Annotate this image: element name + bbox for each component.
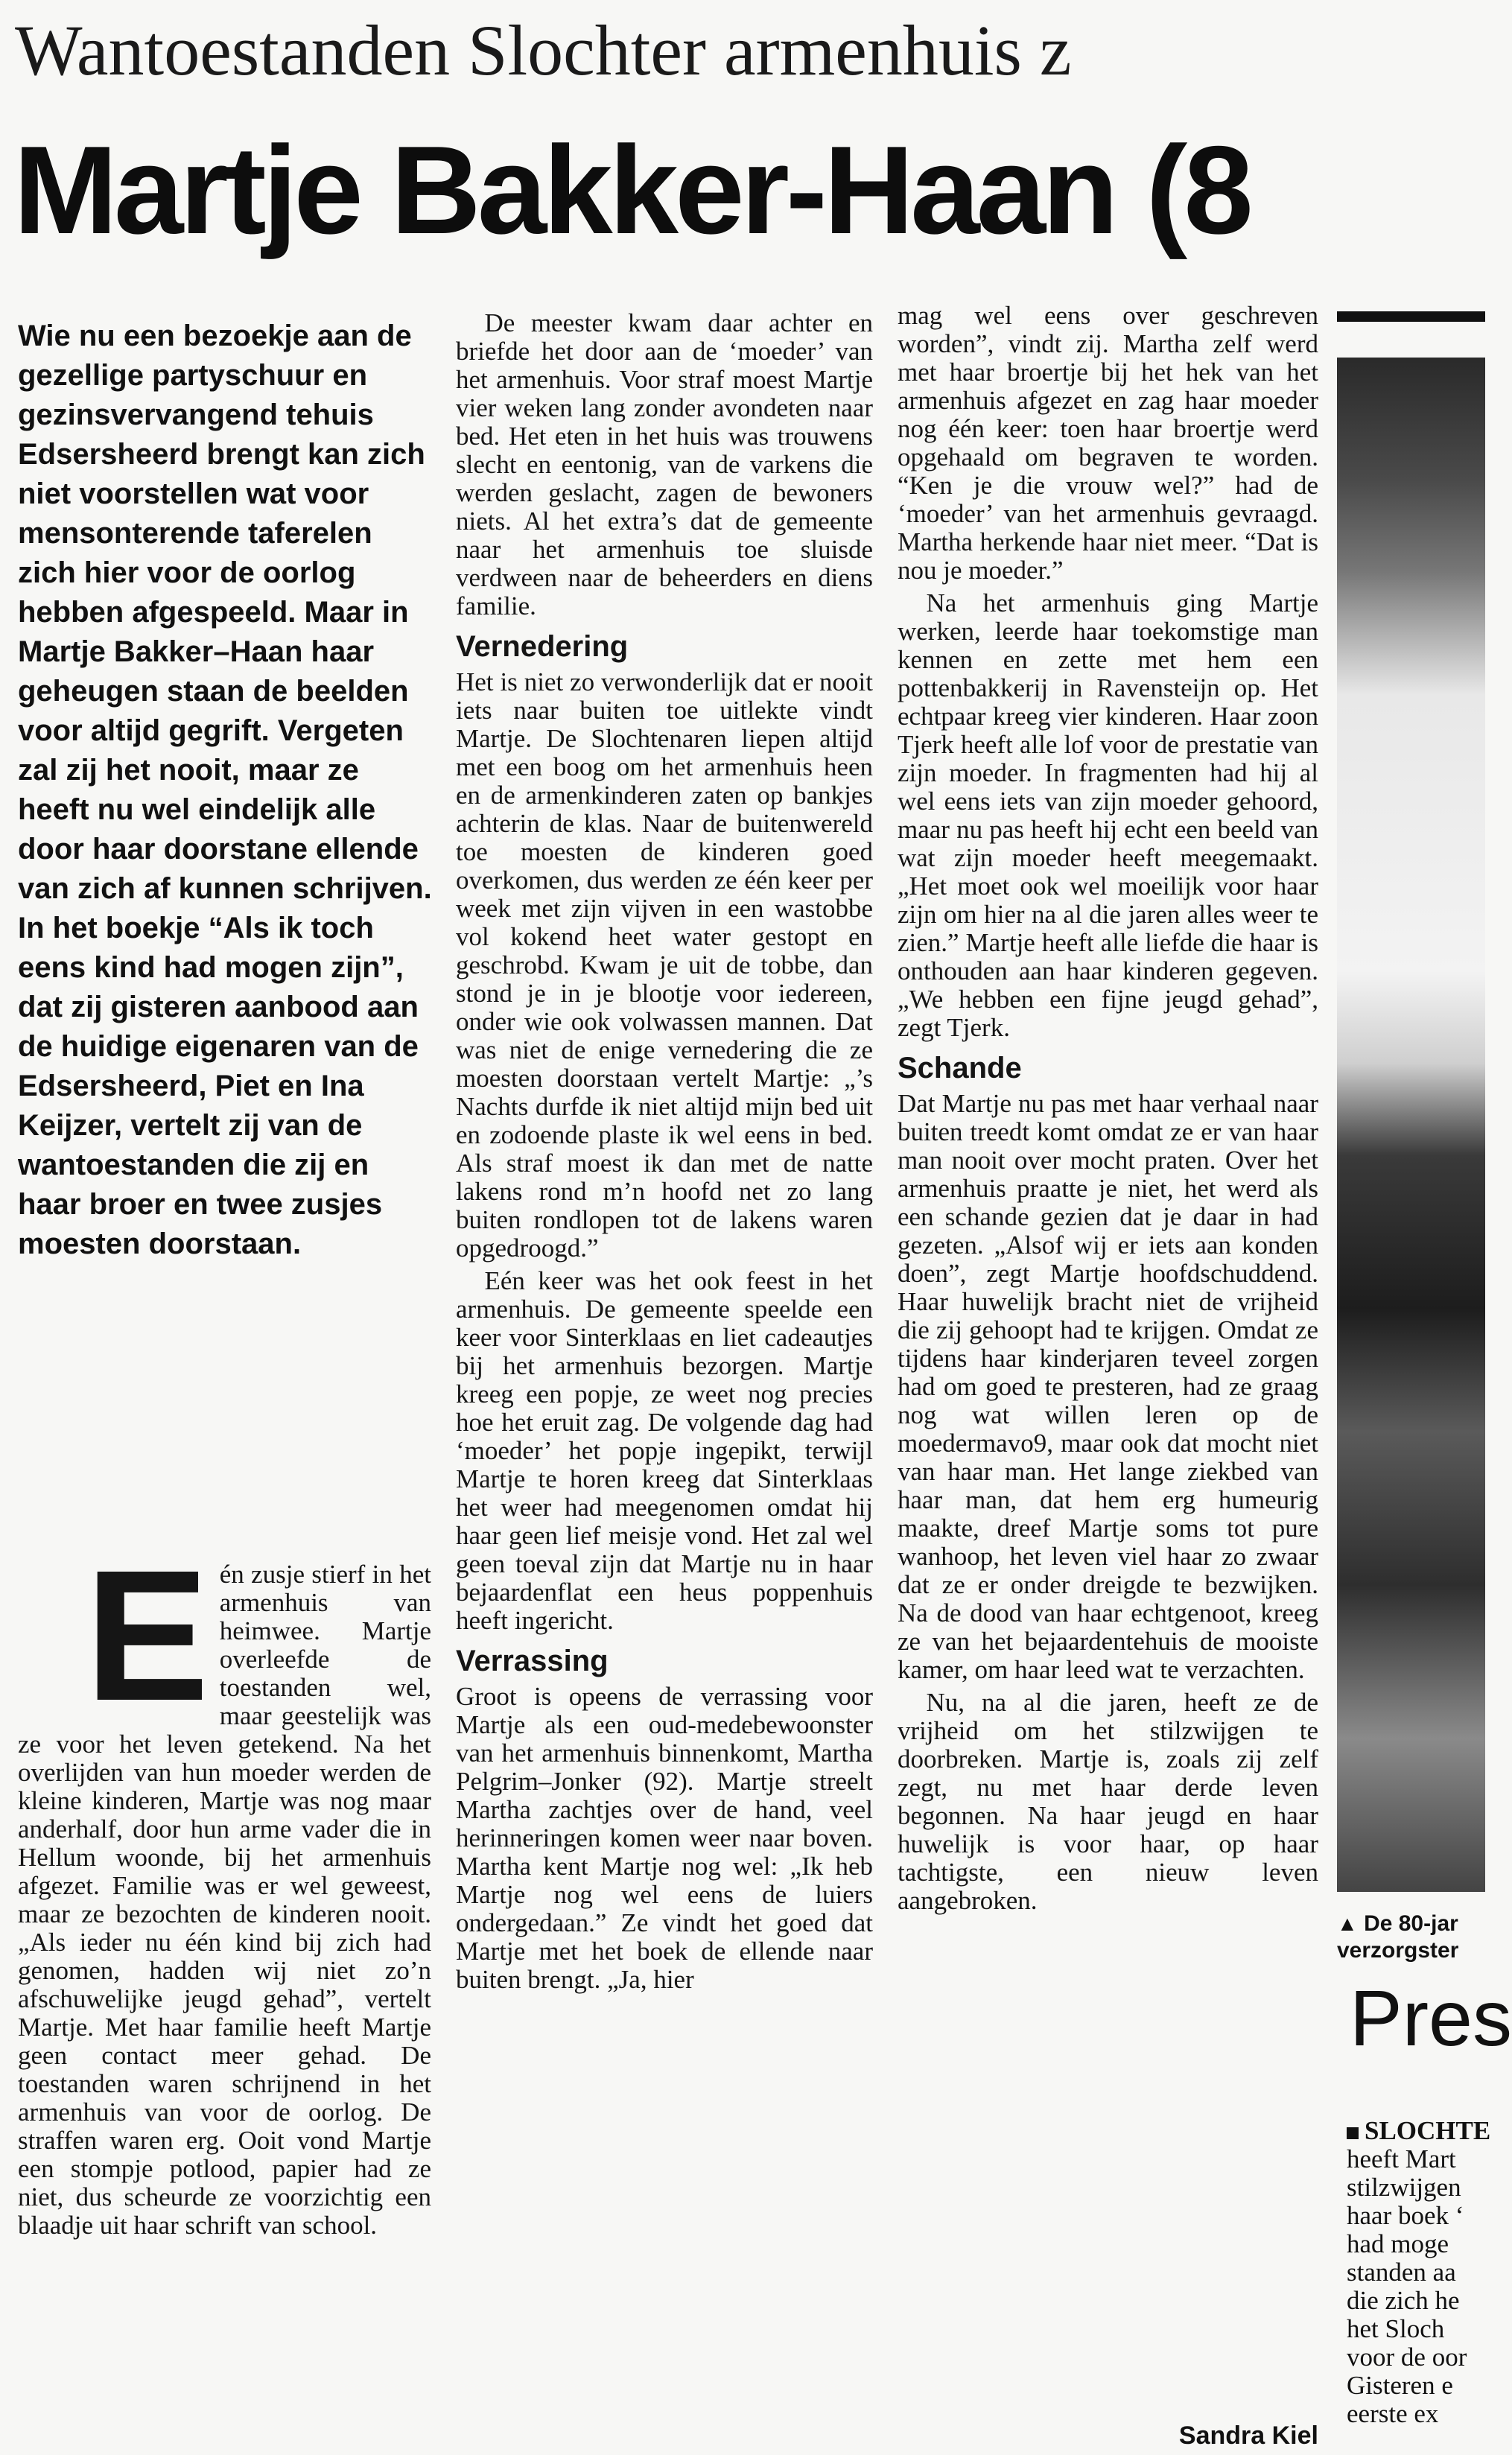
main-headline: Martje Bakker-Haan (8 [13, 120, 1250, 260]
sidebar-line: haar boek ‘ [1347, 2201, 1464, 2230]
sidebar-headline: Pres [1350, 1975, 1512, 2062]
byline: Sandra Kiel [1178, 2421, 1318, 2450]
sidebar-line: Gisteren e [1347, 2371, 1453, 2400]
sidebar-line: eerste ex [1347, 2399, 1439, 2428]
article-column-3 [898, 302, 1318, 2447]
sidebar-line: voor de oor [1347, 2343, 1467, 2372]
subheading-schande: Schande [898, 1052, 1022, 1084]
sidebar-line: stilzwijgen [1347, 2173, 1461, 2202]
sidebar-dateline: SLOCHTE [1365, 2116, 1491, 2145]
article-column-2 [456, 309, 873, 2454]
paragraph: én zusje stierf in het armenhuis van heimwee. Martje overleefde de toestanden wel, maar geestelijk was ze voor het leven getekend. Na het overlijden van hun moeder werden de kleine kinderen, Martje was nog maar anderhalf, door hun arme vader die in Hellum woonde, bij het armenhuis afgezet. Familie was er wel geweest, maar ze bezochten de kinderen nooit. „Als ieder nu één kind bij zich had genomen, hadden wij niet zo’n afschuwelijke jeugd gehad”, vertelt Martje. Met haar familie heeft Martje geen contact meer gehad. De toestanden waren schrijnend in het armenhuis van voor de oorlog. De straffen waren erg. Ooit vond Martje een stompje potlood, papier had ze niet, dus scheurde ze voorzichtig een blaadje uit haar schrift van school. [18, 1560, 431, 2240]
caption-line: verzorgster [1337, 1938, 1459, 1963]
subheading-vernedering: Vernedering [456, 630, 629, 663]
paragraph: De meester kwam daar achter en briefde het door aan de ‘moeder’ van het armenhuis. Voor straf moest Martje vier weken lang zonder avondeten naar bed. Het eten in het huis was trouwens slecht en eentonig, van de varkens die werden geslacht, zagen de bewoners niets. Al het extra’s dat de gemeente naar het armenhuis toe sluisde verdween naar de beheerders en diens familie. [456, 308, 873, 620]
photo-caption [1337, 1911, 1485, 1964]
caption-line: De 80-jar [1364, 1911, 1458, 1936]
paragraph: Eén keer was het ook feest in het armenhuis. De gemeente speelde een keer voor Sinterklaas en liet cadeautjes bij het armenhuis bezorgen. Martje kreeg een popje, ze weet nog precies hoe het eruit zag. De volgende dag had ‘moeder’ het popje ingepikt, terwijl Martje te horen kreeg dat Sinterklaas het weer had meegenomen omdat hij haar geen lief meisje vond. Het zal wel geen toeval zijn dat Martje nu in haar bejaardenflat een heus poppenhuis heeft ingericht. [456, 1266, 873, 1635]
photo-top-rule [1337, 311, 1485, 322]
sidebar-article [1347, 2116, 1491, 2428]
paragraph: Dat Martje nu pas met haar verhaal naar buiten treedt komt omdat ze er van haar man nooit over mocht praten. Over het armenhuis praatte je niet, het werd als een schande gezien dat je daar in had gezeten. „Alsof wij er iets aan konden doen”, zegt Martje hoofdschuddend. Haar huwelijk bracht niet de vrijheid die zij gehoopt had te krijgen. Omdat ze tijdens haar kinderjaren teveel zorgen had om goed te presteren, had ze graag nog wat willen leren op de moedermavo9, maar ook dat mocht niet van haar man. Het lange ziekbed van haar man, dat hem erg humeurig maakte, dreef Martje soms tot pure wanhoop, het leven viel haar zo zwaar dat ze er onder dreigde te bezwijken. Na de dood van haar echtgenoot, kreeg ze van het bejaardentehuis de mooiste kamer, om haar leed wat te verzachten. [898, 1089, 1318, 1684]
sidebar-line: had moge [1347, 2229, 1449, 2258]
triangle-marker-icon: ▲ [1337, 1912, 1358, 1935]
paragraph: Nu, na al die jaren, heeft ze de vrijheid om het stilzwijgen te doorbreken. Martje is, zoals zij zelf zegt, nu met haar derde leven begonnen. Na haar jeugd en haar huwelijk is voor haar, op haar tachtigste, een nieuw leven aangebroken. [898, 1688, 1318, 1915]
paragraph: Groot is opeens de verrassing voor Martje als een oud-medebewoonster van het armenhuis binnenkomt, Martha Pelgrim–Jonker (92). Martje streelt Martha zachtjes over de hand, veel herinneringen komen weer naar boven. Martha kent Martje nog wel: „Ik heb Martje nog wel eens de luiers ondergedaan.” Ze vindt het goed dat Martje met het boek de ellende naar buiten brengt. „Ja, hier [456, 1682, 873, 1994]
paragraph: Het is niet zo verwonderlijk dat er nooit iets naar buiten toe uitlekte vindt Martje. De Slochtenaren liepen altijd met een boog om het armenhuis heen en de armenkinderen zaten op bankjes achterin de klas. Naar de buitenwereld toe moesten de kinderen goed overkomen, dus werden ze één keer per week met zijn vijven in een wastobbe vol kokend heet water gestopt en geschrobd. Kwam je uit de tobbe, dan stond je in je blootje voor iedereen, onder wie ook volwassen mannen. Dat was niet de enige vernedering die ze moesten doorstaan vertelt Martje: „’s Nachts durfde ik niet altijd mijn bed uit en zodoende plaste ik wel eens in bed. Als straf moest ik dan met de natte lakens rond m’n hoofd net zo lang buiten rondlopen tot de lakens waren opgedroogd.” [456, 667, 873, 1263]
square-bullet-icon [1347, 2127, 1359, 2139]
sidebar-line: die zich he [1347, 2286, 1460, 2315]
sidebar-line: het Sloch [1347, 2314, 1445, 2343]
paragraph: mag wel eens over geschreven worden”, vindt zij. Martha zelf werd met haar broertje bij het hek van het armenhuis afgezet en zag haar moeder nog één keer: toen haar broertje werd opgehaald om begraven te worden. “Ken je die vrouw wel?” had de ‘moeder’ van het armenhuis gevraagd. Martha herkende haar niet meer. “Dat is nou je moeder.” [898, 301, 1318, 585]
paragraph: Na het armenhuis ging Martje werken, leerde haar toekomstige man kennen en zette met hem een pottenbakkerij in Ravensteijn op. Het echtpaar kreeg vier kinderen. Haar zoon Tjerk heeft alle lof voor de prestatie van zijn moeder. In fragmenten had hij al wel eens iets van zijn moeder gehoord, maar nu pas heeft hij echt een beeld van wat zijn moeder heeft meegemaakt. „Het moet ook wel moeilijk voor haar zijn om hier na al die jaren alles weer te zien.” Martje heeft alle liefde die haar is onthouden aan haar kinderen gegeven. „We hebben een fijne jeugd gehad”, zegt Tjerk. [898, 588, 1318, 1042]
kicker-headline: Wantoestanden Slochter armenhuis z [15, 10, 1072, 90]
photo [1337, 358, 1485, 1892]
drop-cap: E [85, 1531, 209, 1739]
lead-paragraph: Wie nu een bezoekje aan de gezellige partyschuur en gezinsvervangend tehuis Edsersheerd brengt kan zich niet voorstellen wat voor mensonterende taferelen zich hier voor de oorlog hebben afgespeeld. Maar in Martje Bakker–Haan haar geheugen staan de beelden voor altijd gegrift. Vergeten zal zij het nooit, maar ze heeft nu wel eindelijk alle door haar doorstane ellende van zich af kunnen schrijven. In het boekje “Als ik toch eens kind had mogen zijn”, dat zij gisteren aanbood aan de huidige eigenaren van de Edsersheerd, Piet en Ina Keijzer, vertelt zij van de wantoestanden die zij en haar broer en twee zusjes moesten doorstaan. [18, 320, 432, 1260]
article-column-1 [18, 1531, 431, 2451]
sidebar-line: heeft Mart [1347, 2144, 1456, 2173]
subheading-verrassing: Verrassing [456, 1645, 609, 1677]
sidebar-line: standen aa [1347, 2258, 1456, 2287]
